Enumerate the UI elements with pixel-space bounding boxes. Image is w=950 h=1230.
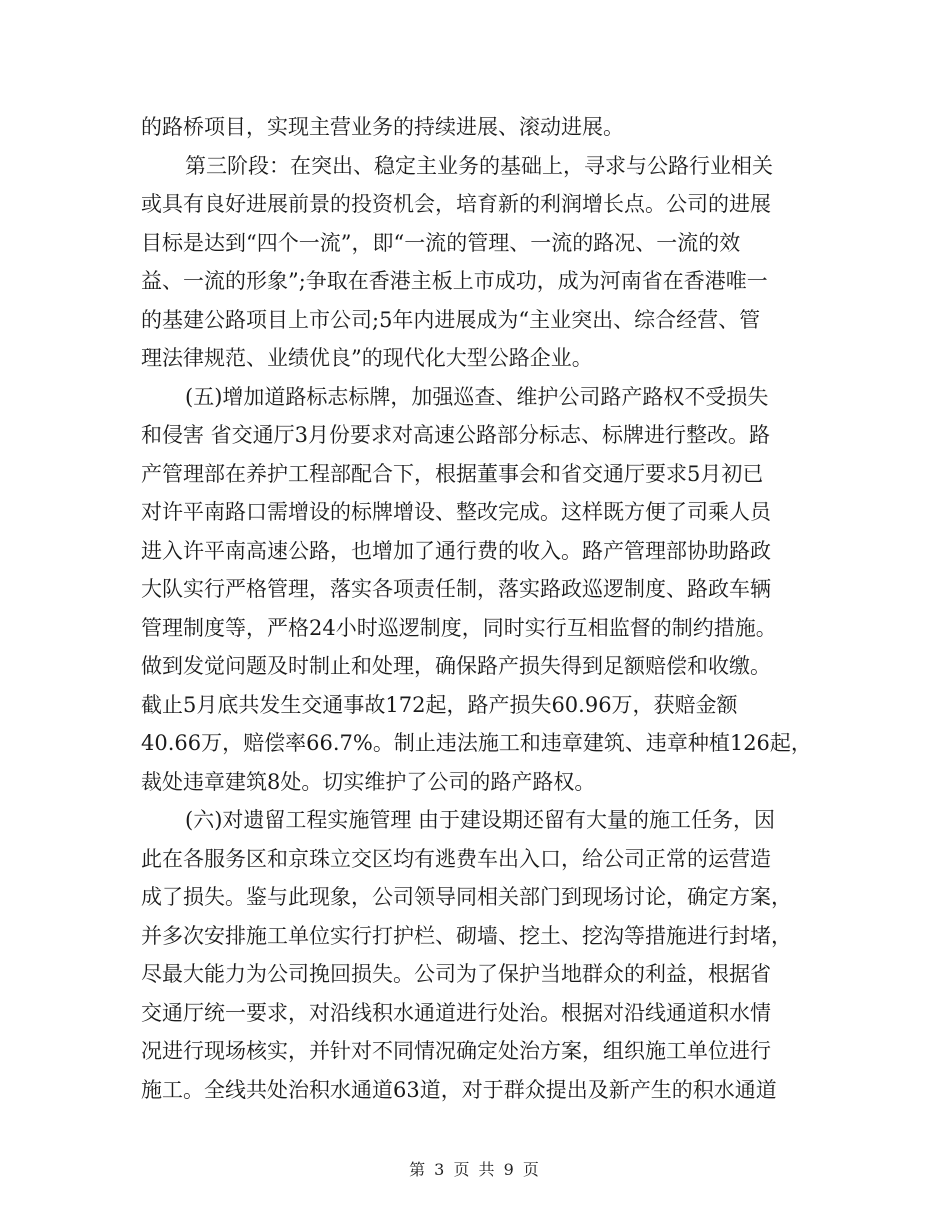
text-line: 施工。全线共处治积水通道63道，对于群众提出及新产生的积水通道 xyxy=(141,1077,777,1102)
text-line: 管理制度等，严格24小时巡逻制度，同时实行互相监督的制约措施。 xyxy=(141,615,777,640)
section-heading-line: (六)对遗留工程实施管理 由于建设期还留有大量的施工任务，因 xyxy=(185,808,776,832)
text-line: 进入许平南高速公路，也增加了通行费的收入。路产管理部协助路政 xyxy=(141,538,771,563)
text-line: 交通厅统一要求，对沿线积水通道进行处治。根据对沿线通道积水情 xyxy=(141,1000,771,1025)
text-line: 40.66万，赔偿率66.7%。制止违法施工和违章建筑、违章种植126起， xyxy=(141,731,812,755)
text-line: 的路桥项目，实现主营业务的持续进展、滚动进展。 xyxy=(141,115,624,139)
text-line: 成了损失。鉴与此现象，公司领导同相关部门到现场讨论，确定方案， xyxy=(141,885,792,909)
text-line: 目标是达到“四个一流”，即“一流的管理、一流的路况、一流的效 xyxy=(141,230,741,255)
document-body xyxy=(141,108,813,1109)
text-line: 产管理部在养护工程部配合下，根据董事会和省交通厅要求5月初已 xyxy=(141,461,764,486)
text-line: 或具有良好进展前景的投资机会，培育新的利润增长点。公司的进展 xyxy=(141,192,771,216)
text-line: 大队实行严格管理，落实各项责任制，落实路政巡逻制度、路政车辆 xyxy=(141,577,771,601)
paragraph-start-line: 第三阶段：在突出、稳定主业务的基础上，寻求与公路行业相关 xyxy=(185,153,773,178)
text-line: 裁处违章建筑8处。切实维护了公司的路产路权。 xyxy=(141,769,596,794)
text-line: 理法律规范、业绩优良”的现代化大型公路企业。 xyxy=(141,346,593,370)
page-number-footer: 第 3 页 共 9 页 xyxy=(409,1160,541,1179)
text-line: 截止5月底共发生交通事故172起，路产损失60.96万，获赔金额 xyxy=(141,692,738,717)
text-line: 益、一流的形象”;争取在香港主板上市成功，成为河南省在香港唯一 xyxy=(141,269,768,293)
text-line: 做到发觉问题及时制止和处理，确保路产损失得到足额赔偿和收缴。 xyxy=(141,654,771,678)
text-line: 况进行现场核实，并针对不同情况确定处治方案，组织施工单位进行 xyxy=(141,1039,771,1063)
text-line: 尽最大能力为公司挽回损失。公司为了保护当地群众的利益，根据省 xyxy=(141,962,771,986)
text-line: 此在各服务区和京珠立交区均有逃费车出入口，给公司正常的运营造 xyxy=(141,846,771,871)
text-line: 的基建公路项目上市公司;5年内进展成为“主业突出、综合经营、管 xyxy=(141,307,761,332)
text-line: 并多次安排施工单位实行打护栏、砌墙、挖土、挖沟等措施进行封堵， xyxy=(141,923,792,948)
text-line: 对许平南路口需增设的标牌增设、整改完成。这样既方便了司乘人员 xyxy=(141,500,771,524)
section-heading-line: (五)增加道路标志标牌，加强巡查、维护公司路产路权不受损失 xyxy=(185,384,769,409)
text-line: 和侵害 省交通厅3月份要求对高速公路部分标志、标牌进行整改。路 xyxy=(141,423,771,447)
